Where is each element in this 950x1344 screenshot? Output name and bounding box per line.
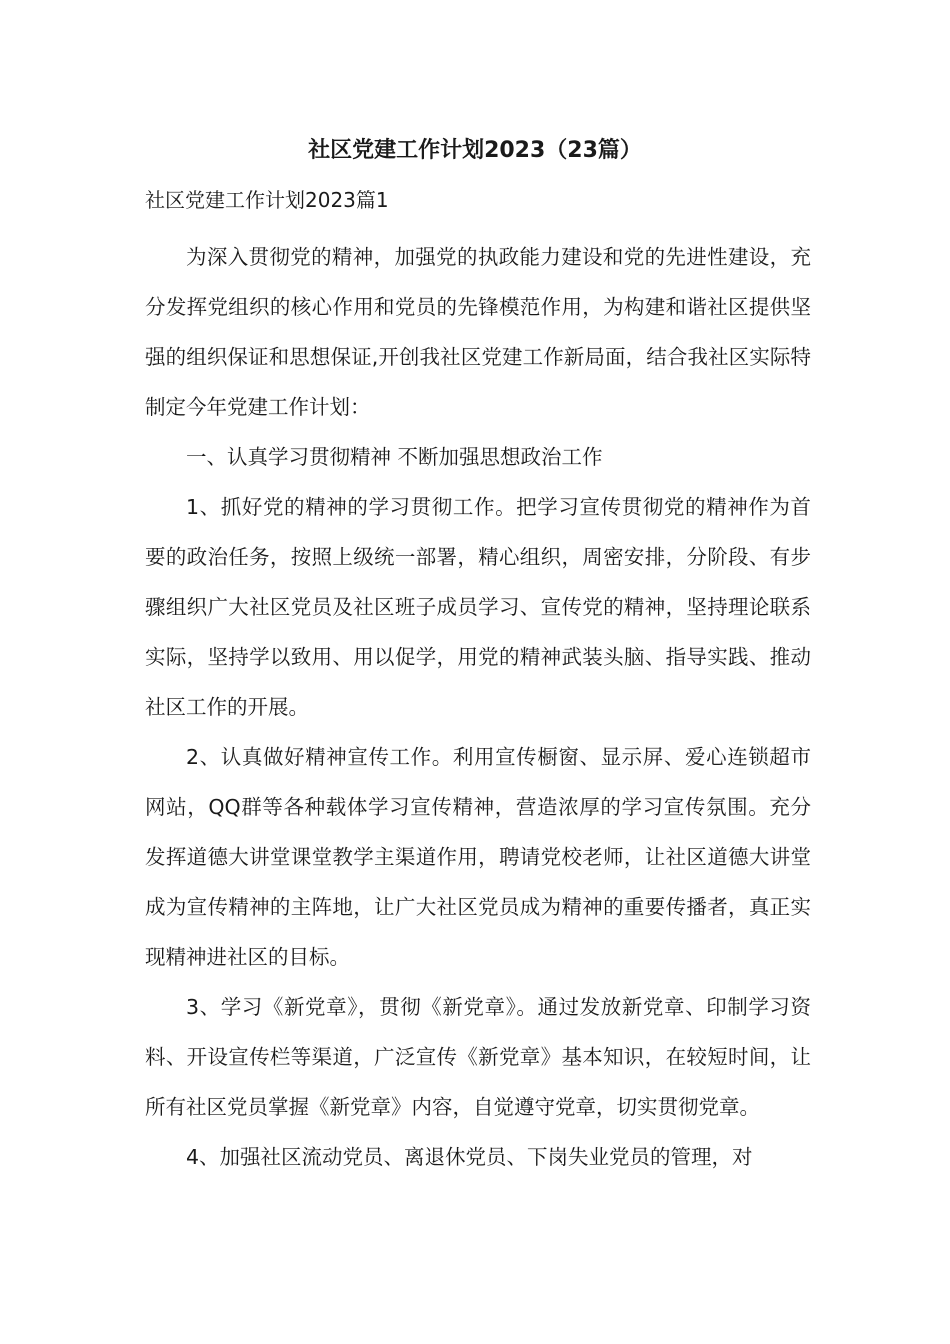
paragraph-item-3: 3、学习《新党章》，贯彻《新党章》。通过发放新党章、印制学习资料、开设宣传栏等渠道，广泛宣传《新党章》基本知识，在较短时间，让所有社区党员掌握《新党章》内容，自觉遵守党章，切实贯彻党章。 <box>145 995 811 1119</box>
document-title: 社区党建工作计划2023（23篇） <box>308 138 642 163</box>
section-heading: 社区党建工作计划2023篇1 <box>145 188 389 212</box>
document-body <box>145 232 811 1182</box>
paragraph-heading-one: 一、认真学习贯彻精神 不断加强思想政治工作 <box>186 445 603 469</box>
paragraph-item-2: 2、认真做好精神宣传工作。利用宣传橱窗、显示屏、爱心连锁超市网站，QQ群等各种载体学习宣传精神，营造浓厚的学习宣传氛围。充分发挥道德大讲堂课堂教学主渠道作用，聘请党校老师，让社区道德大讲堂成为宣传精神的主阵地，让广大社区党员成为精神的重要传播者，真正实现精神进社区的目标。 <box>145 745 811 969</box>
paragraph-item-4: 4、加强社区流动党员、离退休党员、下岗失业党员的管理，对 <box>186 1145 753 1169</box>
paragraph-intro: 为深入贯彻党的精神，加强党的执政能力建设和党的先进性建设，充分发挥党组织的核心作用和党员的先锋模范作用，为构建和谐社区提供坚强的组织保证和思想保证,开创我社区党建工作新局面，结合我社区实际特制定今年党建工作计划： <box>145 245 811 419</box>
paragraph-item-1: 1、抓好党的精神的学习贯彻工作。把学习宣传贯彻党的精神作为首要的政治任务，按照上级统一部署，精心组织，周密安排，分阶段、有步骤组织广大社区党员及社区班子成员学习、宣传党的精神，坚持理论联系实际，坚持学以致用、用以促学，用党的精神武装头脑、指导实践、推动社区工作的开展。 <box>145 495 811 719</box>
